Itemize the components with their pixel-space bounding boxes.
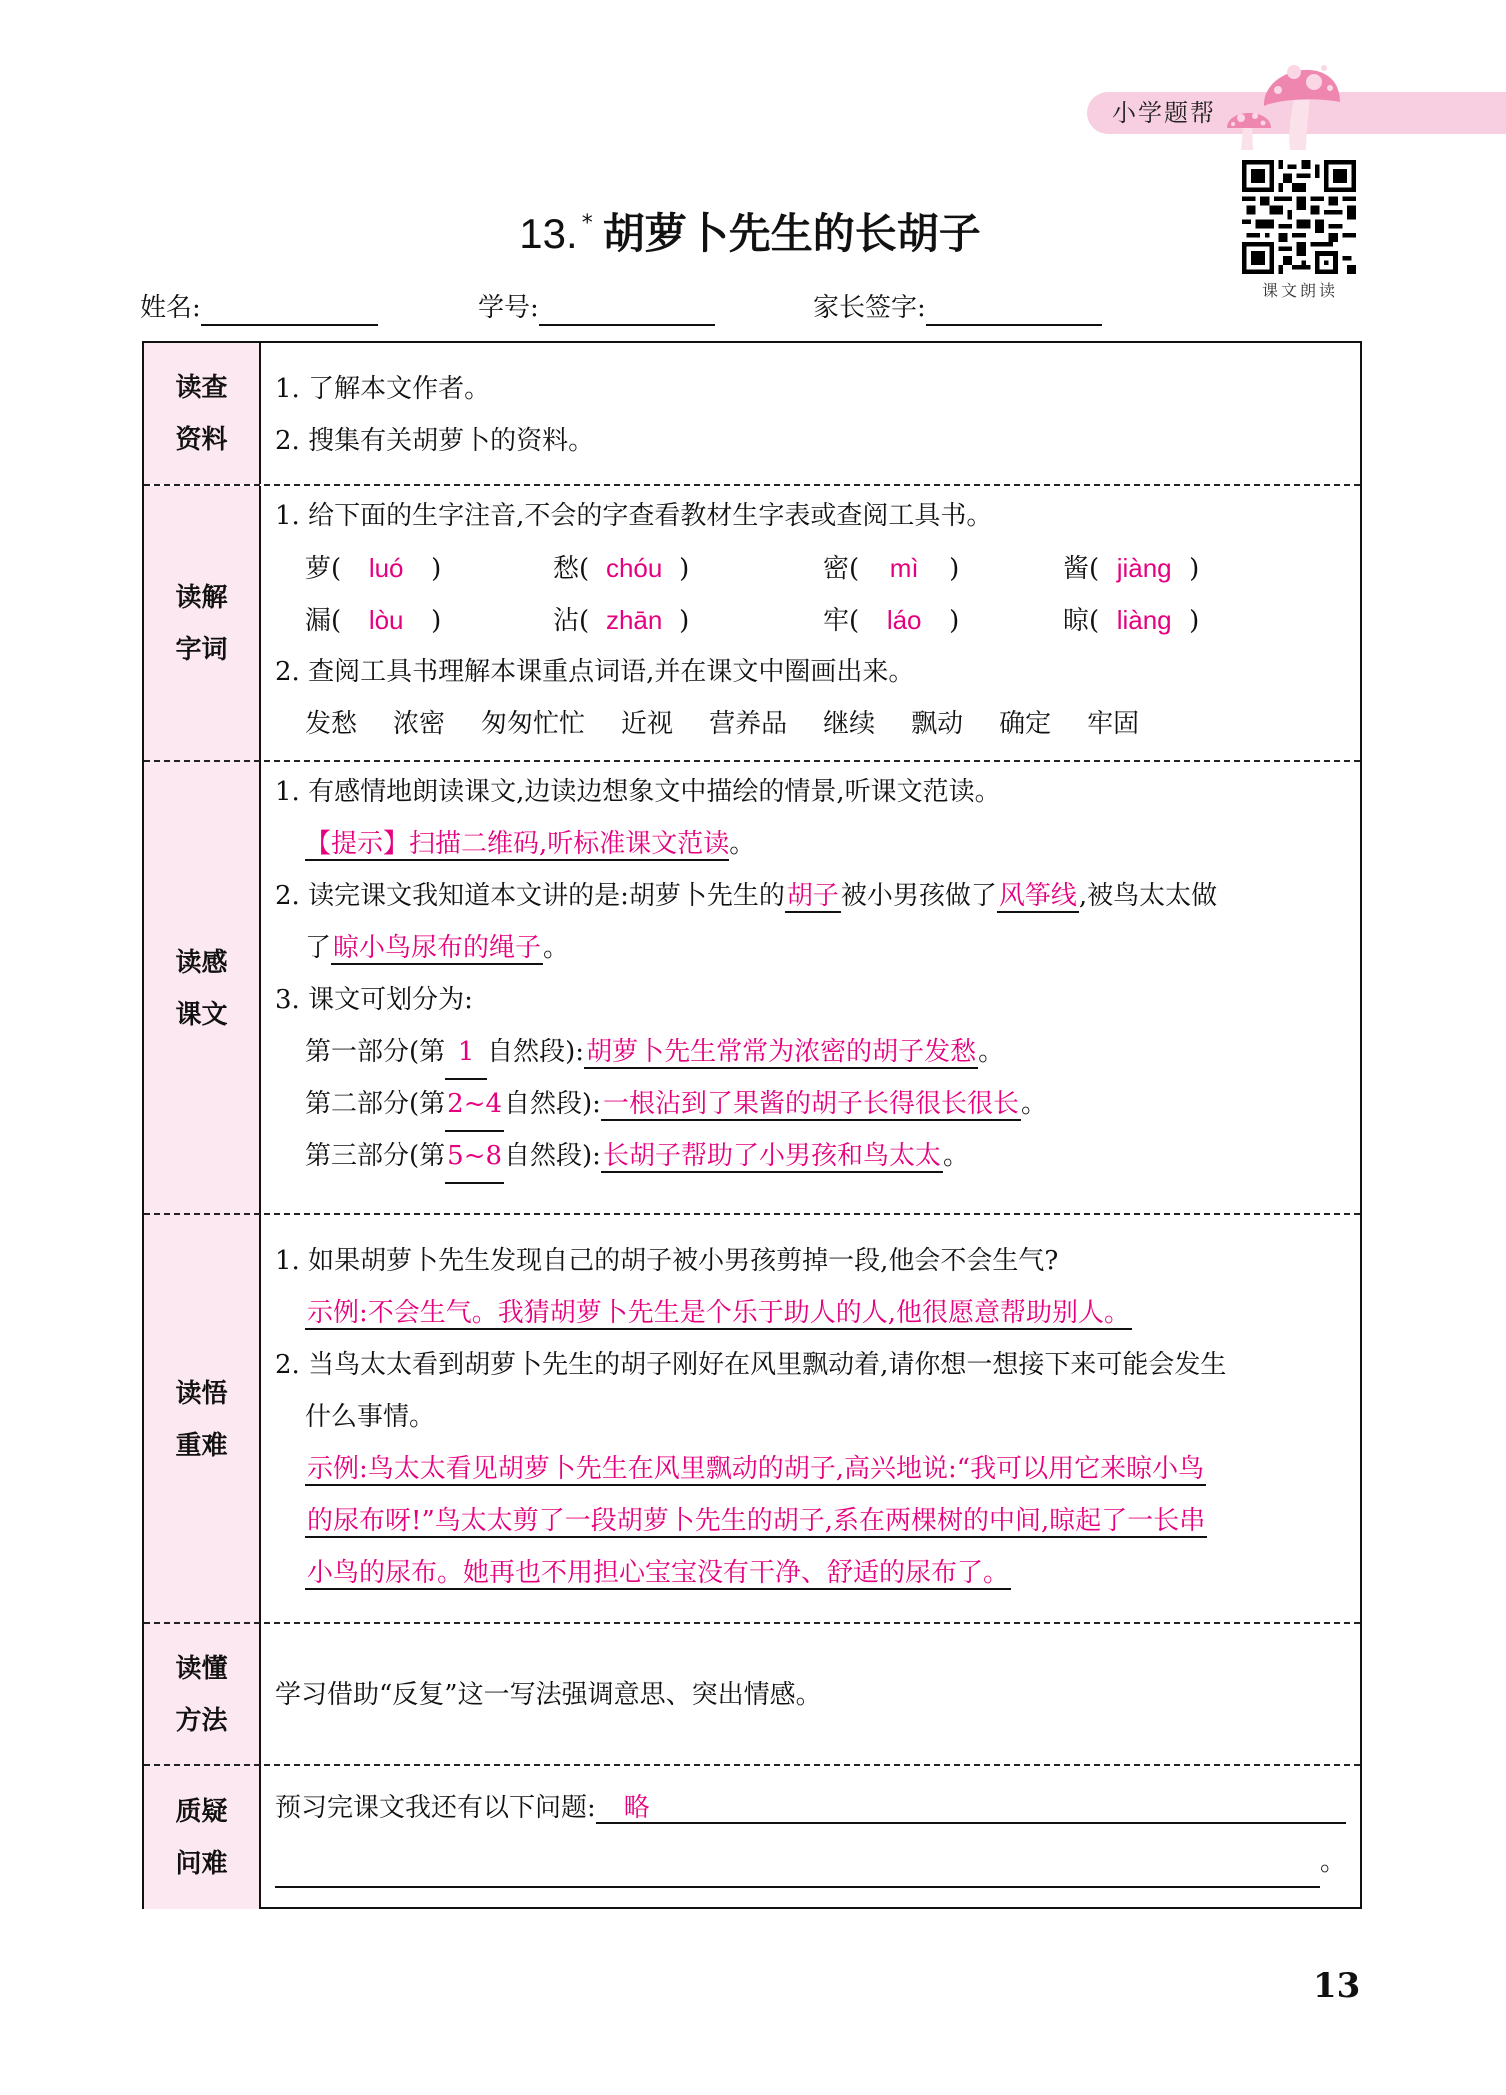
section-research xyxy=(144,343,1360,484)
answer-blank[interactable]: 胡子 xyxy=(786,881,839,911)
answer-blank[interactable]: 的尿布呀!”鸟太太剪了一段胡萝卜先生的胡子,系在两棵树的中间,晾起了一长串 xyxy=(307,1506,1206,1536)
punctuation: 。 xyxy=(942,1141,969,1171)
answer-text: 略 xyxy=(623,1793,650,1823)
pinyin-answer[interactable]: zhān xyxy=(605,605,663,635)
heading-line: 读解 xyxy=(175,583,228,613)
optional-lesson-star: * xyxy=(581,211,593,236)
part-label: 自然段): xyxy=(487,1037,585,1067)
section-vocabulary xyxy=(144,484,1360,762)
hanzi: 牢 xyxy=(823,606,850,636)
pinyin-answer[interactable]: chóu xyxy=(605,553,663,583)
lesson-number: 13. xyxy=(519,210,578,257)
section-heading xyxy=(144,762,261,1215)
heading-line: 方法 xyxy=(175,1706,228,1736)
qr-code-icon[interactable] xyxy=(1242,160,1356,274)
punctuation: 。 xyxy=(729,829,756,859)
question-text-part: 了 xyxy=(305,933,332,963)
answer-blank[interactable]: 长胡子帮助了小男孩和鸟太太 xyxy=(602,1141,941,1171)
punctuation: 。 xyxy=(978,1037,1005,1067)
key-word: 近视 xyxy=(621,709,674,739)
part-label: 自然段): xyxy=(504,1089,601,1119)
pinyin-item: 萝( luó ) xyxy=(305,542,553,594)
answer-blank[interactable]: 示例:不会生气。我猜胡萝卜先生是个乐于助人的人,他很愿意帮助别人。 xyxy=(307,1298,1131,1328)
answer-blank[interactable]: 胡萝卜先生常常为浓密的胡子发愁 xyxy=(586,1037,977,1067)
parent-signature-field[interactable] xyxy=(813,290,1102,326)
heading-line: 读悟 xyxy=(175,1378,228,1409)
pinyin-item: 沾( zhān ) xyxy=(553,594,823,646)
hanzi: 愁 xyxy=(553,554,580,584)
answer-blank[interactable]: 一根沾到了果酱的胡子长得很长很长 xyxy=(602,1089,1019,1119)
question-text: 1. 给下面的生字注音,不会的字查看教材生字表或查阅工具书。 xyxy=(275,501,993,531)
mushroom-icon xyxy=(1262,58,1342,150)
section-key-points xyxy=(144,1213,1360,1624)
tip-line xyxy=(275,818,1346,870)
key-word: 浓密 xyxy=(393,709,446,739)
task-item: 1. 了解本文作者。 xyxy=(275,374,491,404)
heading-line: 读懂 xyxy=(175,1654,228,1684)
section-body xyxy=(261,1624,1360,1766)
question-text-part: 被小男孩做了 xyxy=(840,881,997,911)
pinyin-answer[interactable]: liàng xyxy=(1116,605,1172,635)
part-division xyxy=(275,1130,1346,1182)
pinyin-item: 酱( jiàng ) xyxy=(1063,542,1303,594)
section-body xyxy=(261,1215,1360,1624)
question-continuation-line xyxy=(275,1834,1346,1888)
page-title xyxy=(380,196,1120,262)
hanzi: 酱 xyxy=(1063,554,1090,584)
page-number: 13 xyxy=(1313,1966,1361,2006)
tip-text: 【提示】扫描二维码,听标准课文范读 xyxy=(305,829,730,859)
section-body xyxy=(261,1766,1360,1909)
name-input[interactable] xyxy=(201,296,378,326)
key-word: 营养品 xyxy=(709,709,788,739)
pinyin-grid xyxy=(275,542,1346,646)
question-prompt: 预习完课文我还有以下问题: xyxy=(275,1793,596,1823)
student-id-field[interactable] xyxy=(478,290,715,326)
part-division xyxy=(275,1026,1346,1078)
key-words-list xyxy=(275,698,1346,750)
hanzi: 晾 xyxy=(1063,606,1090,636)
question-text: 2. 查阅工具书理解本课重点词语,并在课文中圈画出来。 xyxy=(275,657,915,687)
heading-line: 课文 xyxy=(175,999,228,1030)
student-id-label: 学号: xyxy=(478,293,539,323)
section-body xyxy=(261,762,1360,1215)
paragraph-range-blank[interactable]: 1 xyxy=(445,1026,487,1080)
question-text xyxy=(275,922,1346,974)
part-label: 第一部分(第 xyxy=(305,1037,446,1067)
pinyin-item: 牢( láo ) xyxy=(823,594,1063,646)
key-word: 匆匆忙忙 xyxy=(481,709,586,739)
heading-line: 资料 xyxy=(175,424,228,455)
question-input[interactable] xyxy=(596,1782,1346,1824)
section-heading xyxy=(144,1215,261,1624)
heading-line: 重难 xyxy=(175,1430,228,1461)
answer-blank[interactable]: 晾小鸟尿布的绳子 xyxy=(333,933,542,963)
pinyin-item: 愁( chóu ) xyxy=(553,542,823,594)
heading-line: 读查 xyxy=(175,372,228,403)
part-label: 第三部分(第 xyxy=(305,1141,446,1171)
section-heading xyxy=(144,343,261,484)
lesson-title: 胡萝卜先生的长胡子 xyxy=(602,209,981,258)
name-label: 姓名: xyxy=(140,293,201,323)
question-text: 什么事情。 xyxy=(305,1402,436,1432)
preview-worksheet-table xyxy=(142,341,1362,1909)
pinyin-item: 密( mì ) xyxy=(823,542,1063,594)
answer-blank[interactable]: 示例:鸟太太看见胡萝卜先生在风里飘动的胡子,高兴地说:“我可以用它来晾小鸟 xyxy=(307,1454,1205,1484)
punctuation: 。 xyxy=(1319,1847,1346,1877)
part-label: 自然段): xyxy=(504,1141,601,1171)
section-reading xyxy=(144,760,1360,1215)
task-item: 2. 搜集有关胡萝卜的资料。 xyxy=(275,426,595,456)
pinyin-answer[interactable]: jiàng xyxy=(1116,553,1172,583)
key-word: 牢固 xyxy=(1087,709,1140,739)
question-text: 1. 如果胡萝卜先生发现自己的胡子被小男孩剪掉一段,他会不会生气? xyxy=(275,1246,1059,1276)
hanzi: 萝 xyxy=(305,554,332,584)
part-division xyxy=(275,1078,1346,1130)
key-word: 飘动 xyxy=(911,709,964,739)
question-text-part: ,被鸟太太做 xyxy=(1078,881,1218,911)
question-prompt-line xyxy=(275,1782,1346,1834)
method-text: 学习借助“反复”这一写法强调意思、突出情感。 xyxy=(275,1680,822,1710)
answer-blank[interactable]: 小鸟的尿布。她再也不用担心宝宝没有干净、舒适的尿布了。 xyxy=(307,1558,1010,1588)
paragraph-range-blank[interactable]: 2~4 xyxy=(445,1078,504,1132)
pinyin-answer[interactable]: lòu xyxy=(368,605,404,635)
key-word: 发愁 xyxy=(305,709,358,739)
question-text xyxy=(275,870,1346,922)
part-label: 第二部分(第 xyxy=(305,1089,446,1119)
question-text-part: 2. 读完课文我知道本文讲的是:胡萝卜先生的 xyxy=(275,881,785,911)
section-body xyxy=(261,486,1360,762)
student-id-input[interactable] xyxy=(539,296,715,326)
heading-line: 问难 xyxy=(175,1848,228,1879)
heading-line: 读感 xyxy=(175,947,228,978)
name-field[interactable] xyxy=(140,290,378,326)
parent-signature-label: 家长签字: xyxy=(813,293,926,323)
question-text: 3. 课文可划分为: xyxy=(275,985,473,1015)
parent-signature-input[interactable] xyxy=(926,296,1102,326)
hanzi: 漏 xyxy=(305,606,332,636)
punctuation: 。 xyxy=(1020,1089,1047,1119)
heading-line: 质疑 xyxy=(175,1796,228,1827)
question-input-line2[interactable] xyxy=(275,1846,1320,1888)
answer-blank[interactable]: 风筝线 xyxy=(998,881,1077,911)
key-word: 继续 xyxy=(823,709,876,739)
section-body xyxy=(261,343,1360,484)
hanzi: 沾 xyxy=(553,606,580,636)
pinyin-answer[interactable]: luó xyxy=(368,553,404,583)
key-word: 确定 xyxy=(999,709,1052,739)
pinyin-item: 晾( liàng ) xyxy=(1063,594,1303,646)
section-heading xyxy=(144,1624,261,1766)
heading-line: 字词 xyxy=(175,635,228,665)
brand-label: 小学题帮 xyxy=(1112,99,1216,127)
pinyin-answer[interactable]: láo xyxy=(886,605,922,635)
paragraph-range-blank[interactable]: 5~8 xyxy=(445,1130,504,1184)
question-text: 2. 当鸟太太看到胡萝卜先生的胡子刚好在风里飘动着,请你想一想接下来可能会发生 xyxy=(275,1350,1227,1380)
section-method xyxy=(144,1622,1360,1766)
section-questions xyxy=(144,1764,1360,1909)
qr-caption: 课文朗读 xyxy=(1261,281,1338,300)
pinyin-item: 漏( lòu ) xyxy=(305,594,553,646)
section-heading xyxy=(144,1766,261,1909)
punctuation: 。 xyxy=(543,933,570,963)
pinyin-answer[interactable]: mì xyxy=(889,553,919,583)
hanzi: 密 xyxy=(823,554,850,584)
section-heading xyxy=(144,486,261,762)
question-text: 1. 有感情地朗读课文,边读边想象文中描绘的情景,听课文范读。 xyxy=(275,777,1001,807)
